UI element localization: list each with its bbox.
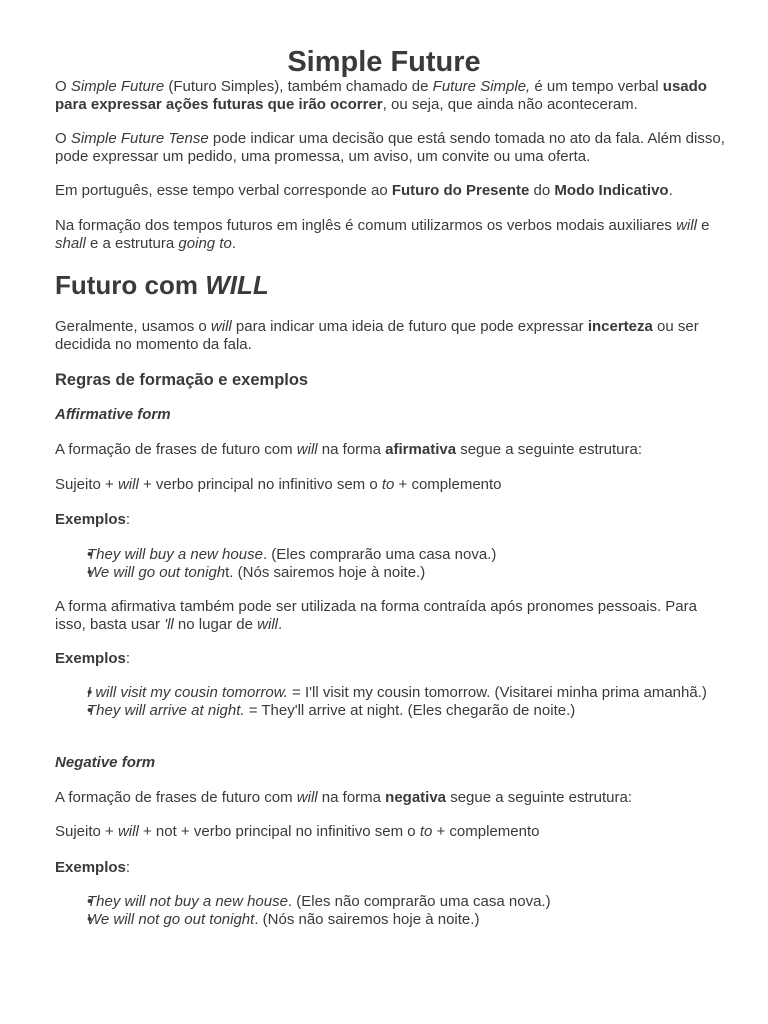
- text-run: Em português, esse tempo verbal corresponde ao: [55, 182, 392, 199]
- text-run: é um tempo verbal: [530, 78, 663, 95]
- text-run-italic: Future Simple,: [432, 78, 531, 95]
- contracted-description: [55, 598, 727, 633]
- text-run: A formação de frases de futuro com: [55, 789, 297, 806]
- text-run-italic: to: [381, 476, 395, 493]
- text-run-bold: Exemplos: [55, 650, 126, 667]
- affirmative-description: [55, 441, 727, 459]
- text-run-italic: They will arrive at night.: [87, 701, 245, 719]
- text-run: + complemento: [432, 823, 540, 840]
- text-run: O: [55, 78, 71, 95]
- text-run: Sujeito +: [55, 823, 118, 840]
- text-run-italic: will: [210, 318, 232, 335]
- text-run: pode indicar uma decisão que está sendo tomada no ato da fala. Além disso, pode expressar um pedido, uma promessa, um aviso, um convite ou uma oferta.: [55, 130, 725, 165]
- text-run: + verbo principal no infinitivo sem o: [138, 476, 382, 493]
- negative-form-heading: Negative form: [55, 754, 156, 771]
- text-run-italic: WILL: [205, 270, 269, 300]
- text-run-italic: shall: [55, 234, 86, 252]
- text-run-italic: They will not buy a new house: [87, 893, 288, 910]
- text-run-italic: We will go out tonigh: [87, 563, 226, 581]
- affirmative-examples-list: [55, 546, 727, 581]
- text-run: segue a seguinte estrutura:: [456, 441, 643, 458]
- contracted-examples-list: [55, 684, 727, 719]
- affirmative-examples-label: [55, 511, 727, 529]
- negative-examples-label: [55, 859, 727, 877]
- text-run: no lugar de: [173, 615, 258, 633]
- text-run-italic: They will buy a new house: [87, 546, 263, 563]
- text-run: ou ser decidida no momento da fala.: [55, 318, 699, 353]
- list-item: [55, 546, 727, 564]
- intro-paragraph-3: [55, 182, 727, 200]
- text-run-bold: Modo Indicativo: [554, 182, 669, 199]
- text-run: e a estrutura: [85, 234, 179, 252]
- text-run: e: [696, 217, 710, 234]
- text-run: .: [278, 615, 283, 633]
- text-run: O: [55, 130, 71, 147]
- text-run-bold: negativa: [385, 789, 447, 806]
- text-run: + not + verbo principal no infinitivo sem o: [138, 823, 420, 840]
- intro-paragraph-1: [55, 78, 727, 113]
- text-run: .: [231, 234, 236, 252]
- text-run-italic: Simple Future: [70, 78, 165, 95]
- list-item: [55, 911, 727, 929]
- text-run: . (Nós não sairemos hoje à noite.): [254, 910, 480, 928]
- negative-description: [55, 789, 727, 807]
- intro-paragraph-4: [55, 217, 727, 252]
- intro-paragraph-2: [55, 130, 727, 165]
- text-run: Geralmente, usamos o: [55, 318, 211, 335]
- text-run: = They'll arrive at night. (Eles chegarão de noite.): [244, 701, 576, 719]
- text-run: :: [125, 511, 131, 528]
- text-run-bold: Exemplos: [55, 511, 126, 528]
- text-run-italic: will: [117, 476, 139, 493]
- text-run-italic: will: [296, 789, 318, 806]
- text-run-italic: 'll: [164, 615, 174, 633]
- text-run-italic: will: [296, 441, 318, 458]
- text-run: na forma: [317, 441, 386, 458]
- page-title: Simple Future: [287, 46, 481, 79]
- text-run: .: [668, 182, 673, 199]
- text-run-bold: afirmativa: [385, 441, 457, 458]
- text-run-italic: We will not go out tonight: [87, 910, 255, 928]
- affirmative-form-heading: Affirmative form: [55, 406, 171, 423]
- text-run-italic: I will visit my cousin tomorrow.: [87, 684, 288, 701]
- text-run-italic: will: [676, 217, 697, 234]
- negative-rule: [55, 823, 727, 841]
- text-run: t. (Nós sairemos hoje à noite.): [225, 563, 426, 581]
- text-run: Futuro com: [55, 270, 206, 300]
- text-run: Sujeito +: [55, 476, 118, 493]
- subheading-rules: Regras de formação e exemplos: [55, 371, 309, 389]
- text-run-bold: Exemplos: [55, 859, 126, 876]
- text-run-italic: to: [419, 823, 433, 840]
- text-run: para indicar uma ideia de futuro que pode expressar: [231, 318, 588, 335]
- list-item: [55, 702, 727, 720]
- text-run: :: [125, 650, 131, 667]
- text-run: (Futuro Simples), também chamado de: [164, 78, 433, 95]
- affirmative-rule: [55, 476, 727, 494]
- text-run: = I'll visit my cousin tomorrow. (Visitarei minha prima amanhã.): [287, 684, 707, 701]
- text-run: A forma afirmativa também pode ser utilizada na forma contraída após pronomes pessoais. Para isso, basta usar: [55, 598, 697, 633]
- text-run: segue a seguinte estrutura:: [446, 789, 632, 806]
- text-run: do: [529, 182, 555, 199]
- will-intro-paragraph: [55, 318, 727, 353]
- text-run-italic: will: [257, 615, 278, 633]
- list-item: [55, 564, 727, 582]
- text-run: + complemento: [394, 476, 502, 493]
- text-run: , ou seja, que ainda não aconteceram.: [382, 95, 638, 113]
- text-run-italic: going to: [178, 234, 232, 252]
- text-run-bold: Futuro do Presente: [391, 182, 530, 199]
- contracted-examples-label: [55, 650, 727, 668]
- text-run: . (Eles não comprarão uma casa nova.): [287, 893, 551, 910]
- text-run-italic: Simple Future Tense: [70, 130, 209, 147]
- section-heading-will: [55, 269, 727, 301]
- text-run: :: [125, 859, 131, 876]
- text-run: . (Eles comprarão uma casa nova.): [262, 546, 497, 563]
- text-run-bold: incerteza: [587, 318, 653, 335]
- text-run-italic: will: [117, 823, 139, 840]
- text-run: A formação de frases de futuro com: [55, 441, 297, 458]
- text-run-bold: usado para expressar ações futuras que irão ocorrer: [55, 78, 707, 113]
- text-run: na forma: [317, 789, 386, 806]
- list-item: [55, 684, 727, 702]
- negative-examples-list: [55, 893, 727, 928]
- list-item: [55, 893, 727, 911]
- text-run: Na formação dos tempos futuros em inglês é comum utilizarmos os verbos modais auxiliares: [55, 217, 677, 234]
